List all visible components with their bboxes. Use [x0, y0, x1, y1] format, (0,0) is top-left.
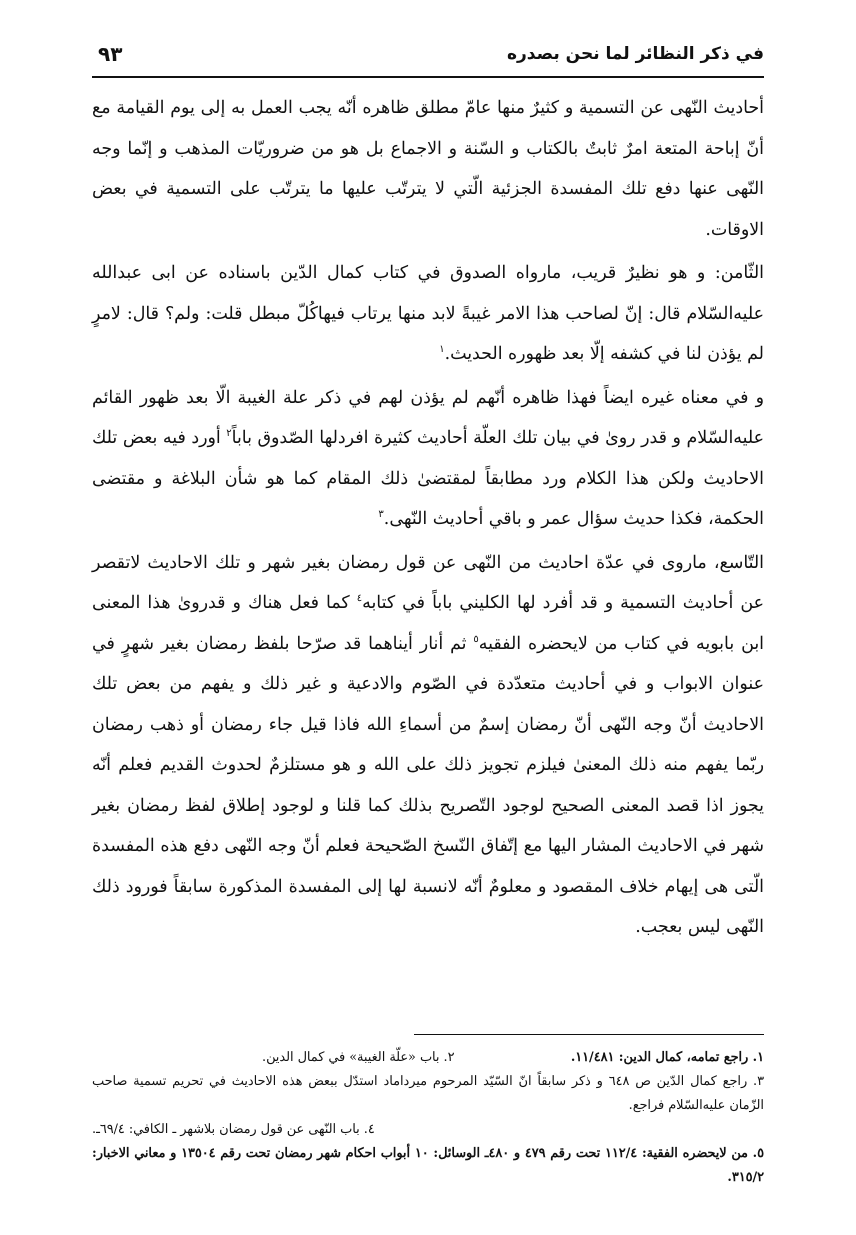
paragraph-4-text-c: ثم أنار أيناهما قد صرّحا بلفظ رمضان بغير شهرٍ في عنوان الابواب و في أحاديث متعدّدة في الصّوم والادعية و غير ذلك و يفهم من بعض تلك الاحاديث أنّ وجه النّهى أنّ رمضان إسمٌ من أسماءِ الله فاذا قيل جاء رمضان أو ذهب رمضان ربّما يفهم منه ذلك المعنىٰ فيلزم تجويز ذلك على الله و هو مستلزمٌ لحدوث القديم فعلم أنّه يجوز اذا قصد المعنى الصحيح لوجود التّصريح بذلك كما قلنا و لوجود إطلاق لفظ رمضان بغير شهر في الاحاديث المشار اليها مع إتّفاق النّسخ الصّحيحة فعلم أنّ وجه النّهى دفع هذه المفسدة الّتى هى إيهام خلاف المقصود و معلومٌ أنّه لانسبة لها إلى المفسدة المذكورة سابقاً فورود ذلك النّهى ليس بعجب. [92, 633, 764, 937]
paragraph-3-text-b: أورد فيه بعض تلك الاحاديث ولكن هذا الكلام ورد مطابقاً لمقتضىٰ ذلك المقام كما هو شأن البلاغة و مقتضى الحكمة، فكذا حديث سؤال عمر و باقي أحاديث النّهى. [92, 428, 764, 529]
paragraph-3-text-a: و في معناه غيره ايضاً فهذا ظاهره أنّهم لم يؤذن لهم في ذكر علة الغيبة الّا بعد ظهور القائم عليه‌السّلام و قدر روىٰ في بيان تلك العلّة أحاديث كثيرة افردلها الصّدوق باباً [92, 387, 764, 448]
paragraph-4 [92, 543, 764, 948]
footnote-1: ١. راجع تمامه، كمال الدين: ١١/٤٨١. [570, 1050, 764, 1065]
footnote-4: ٤. باب النّهى عن قول رمضان بلاشهر ـ الكافي: ٦٩/٤ـ. [92, 1122, 375, 1137]
main-text [92, 88, 764, 951]
footnote-row-1 [92, 1046, 764, 1070]
paragraph-2 [92, 253, 764, 375]
page-number: ٩٣ [98, 42, 123, 66]
footnotes [92, 1046, 764, 1190]
page-header [92, 38, 764, 78]
paragraph-1: أحاديث النّهى عن التسمية و كثيرٌ منها عامّ مطلق ظاهره أنّه يجب العمل به إلى يوم القيامة مع أنّ إباحة المتعة امرٌ ثابتٌ بالكتاب و السّنة و الاجماع بل هو من ضروريّات المذهب و إنّما وجه النّهى عنها دفع تلك المفسدة الجزئية الّتي لا يترتّب عليها ما يترتّب على التسمية في بعض الاوقات. [92, 98, 764, 240]
footnote-ref-5: ٥ [473, 633, 479, 645]
footnote-row-4 [92, 1118, 764, 1142]
running-title: في ذكر النظائر لما نحن بصدره [506, 44, 764, 64]
footnote-3: ٣. راجع كمال الدّين ص ٦٤٨ و ذكر سابقاً انّ السّيّد المرحوم ميرداماد استدّل ببعض هذه الاحاديث في تحريم تسمية صاحب الزّمان عليه‌السّلام فراجع. [92, 1074, 764, 1113]
paragraph-4-text-a: التّاسع، ماروى في عدّة احاديث من النّهى عن قول رمضان بغير شهر و تلك الاحاديث لاتقصر عن أحاديث التسمية و قد أفرد لها الكليني باباً في كتابه [92, 552, 764, 613]
footnote-divider [414, 1034, 764, 1035]
paragraph-2-text: الثّامن: و هو نظيرٌ قريب، مارواه الصدوق في كتاب كمال الدّين باسناده عن ابى عبدالله عليه‌السّلام قال: إنّ لصاحب هذا الامر غيبةً لابد منها يرتاب فيهاكُلّ مبطل قلت: ولم؟ قال: لامرٍ لم يؤذن لنا في كشفه إلّا بعد ظهوره الحديث. [92, 263, 764, 364]
footnote-ref-4: ٤ [356, 593, 363, 605]
footnote-ref-2: ٢ [226, 428, 232, 440]
footnote-2: ٢. باب «علّة الغيبة» في كمال الدين. [262, 1050, 455, 1065]
footnote-ref-3: ٣ [378, 509, 384, 521]
footnote-ref-1: ١ [439, 344, 445, 356]
paragraph-3 [92, 378, 764, 540]
footnote-5: ٥. من لايحضره الفقية: ١١٢/٤ تحت رقم ٤٧٩ و ٤٨٠ـ الوسائل: ١٠ أبواب احكام شهر رمضان تحت رقم ١٣٥٠٤ و معاني الاخبار: ٣١٥/٢. [92, 1146, 765, 1185]
paragraph-4-text-b: كما فعل هناك و قدروىٰ هذا المعنى ابن بابويه في كتاب من لايحضره الفقيه [92, 593, 764, 654]
